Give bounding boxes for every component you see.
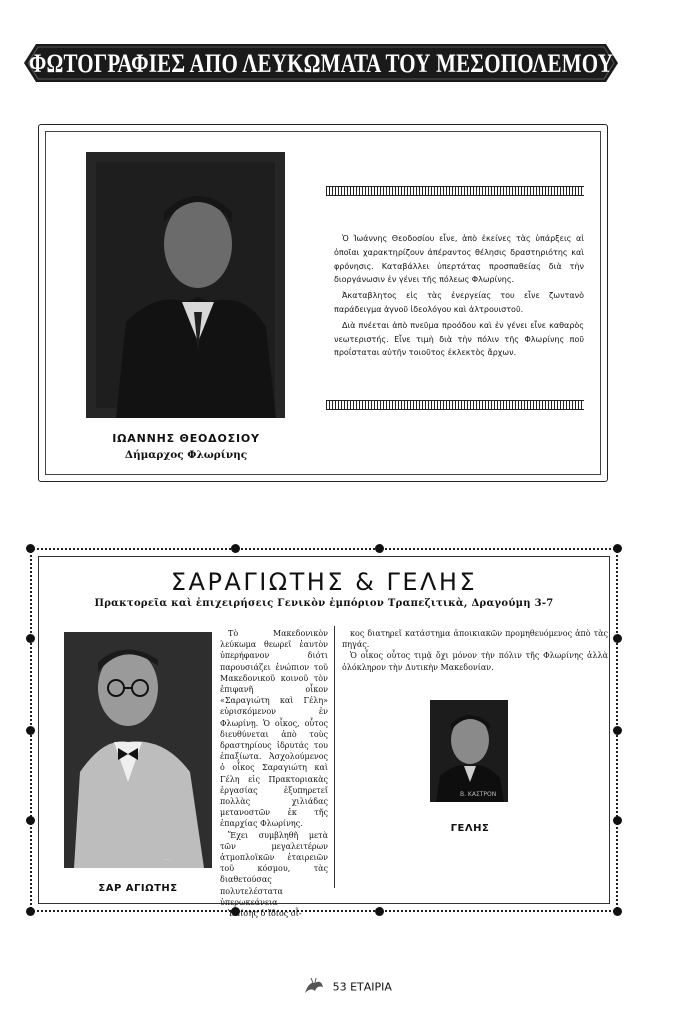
frame-dot <box>26 634 35 643</box>
business-text-column-2 <box>342 628 608 673</box>
business-text-column-1 <box>220 628 328 919</box>
column-divider <box>334 626 335 888</box>
business-paragraph: Ἔχει συμβληθῆ μετὰ τῶν μεγαλειτέρων ἀτμοπλοϊκῶν ἑταιρειῶν τοῦ κόσμου, τὰς διαθετούσας πολυτελέστατα ὑπερωκεάνεια <box>220 830 328 907</box>
photo-studio-mark: … <box>164 854 171 862</box>
corner-dot <box>26 907 35 916</box>
decorative-rule-bottom <box>326 400 584 410</box>
mayor-caption <box>86 432 286 461</box>
mayor-role: Δήμαρχος Φλωρίνης <box>124 449 248 461</box>
business-subtitle: Πρακτορεῖα καὶ ἐπιχειρήσεις Γενικὸν ἐμπόριον Τραπεζιτικὰ, Δραγούμη 3-7 <box>94 598 554 609</box>
mayor-portrait-photo <box>86 152 285 418</box>
mayor-paragraph: Διὰ πνέεται ἀπὸ πνεῦμα προόδου καὶ ἐν γένει εἶνε καθαρὸς νεωτεριστής. Εἶνε τιμὴ διὰ τὴν πόλιν τῆς Φλωρίνης ποῦ προΐσταται αὐτῆν τοιοῦτος ἐκλεκτὸς ἄρχων. <box>334 320 584 358</box>
publisher-logo-icon <box>303 977 325 998</box>
corner-dot <box>613 544 622 553</box>
page-footer <box>0 977 695 998</box>
business-paragraph: κος διατηρεῖ κατάστημα ἀποικιακῶν προμηθευόμενος ἀπὸ τὰς πηγάς. <box>342 629 608 650</box>
mayor-text <box>334 232 584 362</box>
frame-dot <box>613 726 622 735</box>
header-banner <box>24 44 618 82</box>
frame-dot <box>613 634 622 643</box>
saragiotis-caption: ΣΑΡ ΑΓΙΩΤΗΣ <box>98 883 178 894</box>
frame-dot <box>375 544 384 553</box>
business-paragraph: Ἐπίσης ὁ ἴδιος οἶ- <box>228 909 302 919</box>
decorative-rule-top <box>326 186 584 196</box>
photo-signature: Β. ΚΑΣΤΡΟΝ <box>460 791 497 798</box>
mayor-name: ΙΩΑΝΝΗΣ ΘΕΟΔΟΣΙΟΥ <box>112 432 260 445</box>
page-title: ΦΩΤΟΓΡΑΦΙΕΣ ΑΠΟ ΛΕΥΚΩΜΑΤΑ ΤΟΥ ΜΕΣΟΠΟΛΕΜΟΥ <box>28 47 614 78</box>
frame-dot <box>26 726 35 735</box>
frame-dot <box>231 544 240 553</box>
frame-dot <box>26 816 35 825</box>
business-paragraph: Ὁ οἶκος οὗτος τιμᾷ ὄχι μόνον τὴν πόλιν τῆς Φλωρίνης ἀλλὰ ὁλόκληρον τὴν Δυτικὴν Μακεδονίαν. <box>342 651 608 672</box>
business-paragraph: Τὸ Μακεδονικὸν λεύκωμα θεωρεῖ ἑαυτὸν ὑπερήφανον διότι παρουσιάζει ἐνώπιον τοῦ Μακεδονικοῦ κοινοῦ τὸν ἐπιφανῆ οἶκον «Σαραγιώτη καὶ Γέλη» εὑρισκόμενον ἐν Φλωρίνῃ. Ὁ οἶκος, οὗτος διευθύνεται ἀπὸ τοὺς δραστηρίους ἱδρυτάς του ἐπαξίωτα. Ἀσχολούμενος ὁ οἶκος Σαραγιώτη καὶ Γέλη εἰς Πρακτοριακὰς ἐργασίας ἐξυπηρετεῖ πολλὰς χιλιάδας μετανοστῶν ἐκ τῆς ἐπαρχίας Φλωρίνης. <box>220 629 328 829</box>
frame-dot <box>613 816 622 825</box>
corner-dot <box>613 907 622 916</box>
gelis-caption: ΓΕΛΗΣ <box>450 823 490 834</box>
page-number-label: 53 ΕΤΑΙΡΙΑ <box>332 980 392 994</box>
business-title: ΣΑΡΑΓΙΩΤΗΣ & ΓΕΛΗΣ <box>170 568 478 596</box>
mayor-paragraph: Ὁ Ἰωάννης Θεοδοσίου εἶνε, ἀπὸ ἐκείνες τὰς ὑπάρξεις αἱ ὁποῖαι χαρακτηρίζουν ἀπέραντος θέλησις δραστηριότης καὶ φρόνησις. Καταβάλλει ὑπερτάτας προσπαθείας διὰ τὴν διοργάνωσιν ἐν γένει τῆς πόλεως Φλωρίνης. <box>334 234 584 285</box>
frame-dot <box>375 907 384 916</box>
saragiotis-portrait-photo <box>64 632 212 868</box>
mayor-paragraph: Ἀκαταβλητος εἰς τὰς ἐνεργείας του εἶνε ζωντανὸ παράδειγμα ἁγνοῦ ἰδεολόγου καὶ ἀλτρουιστοῦ. <box>334 291 584 314</box>
gelis-portrait-photo <box>430 700 508 802</box>
corner-dot <box>26 544 35 553</box>
